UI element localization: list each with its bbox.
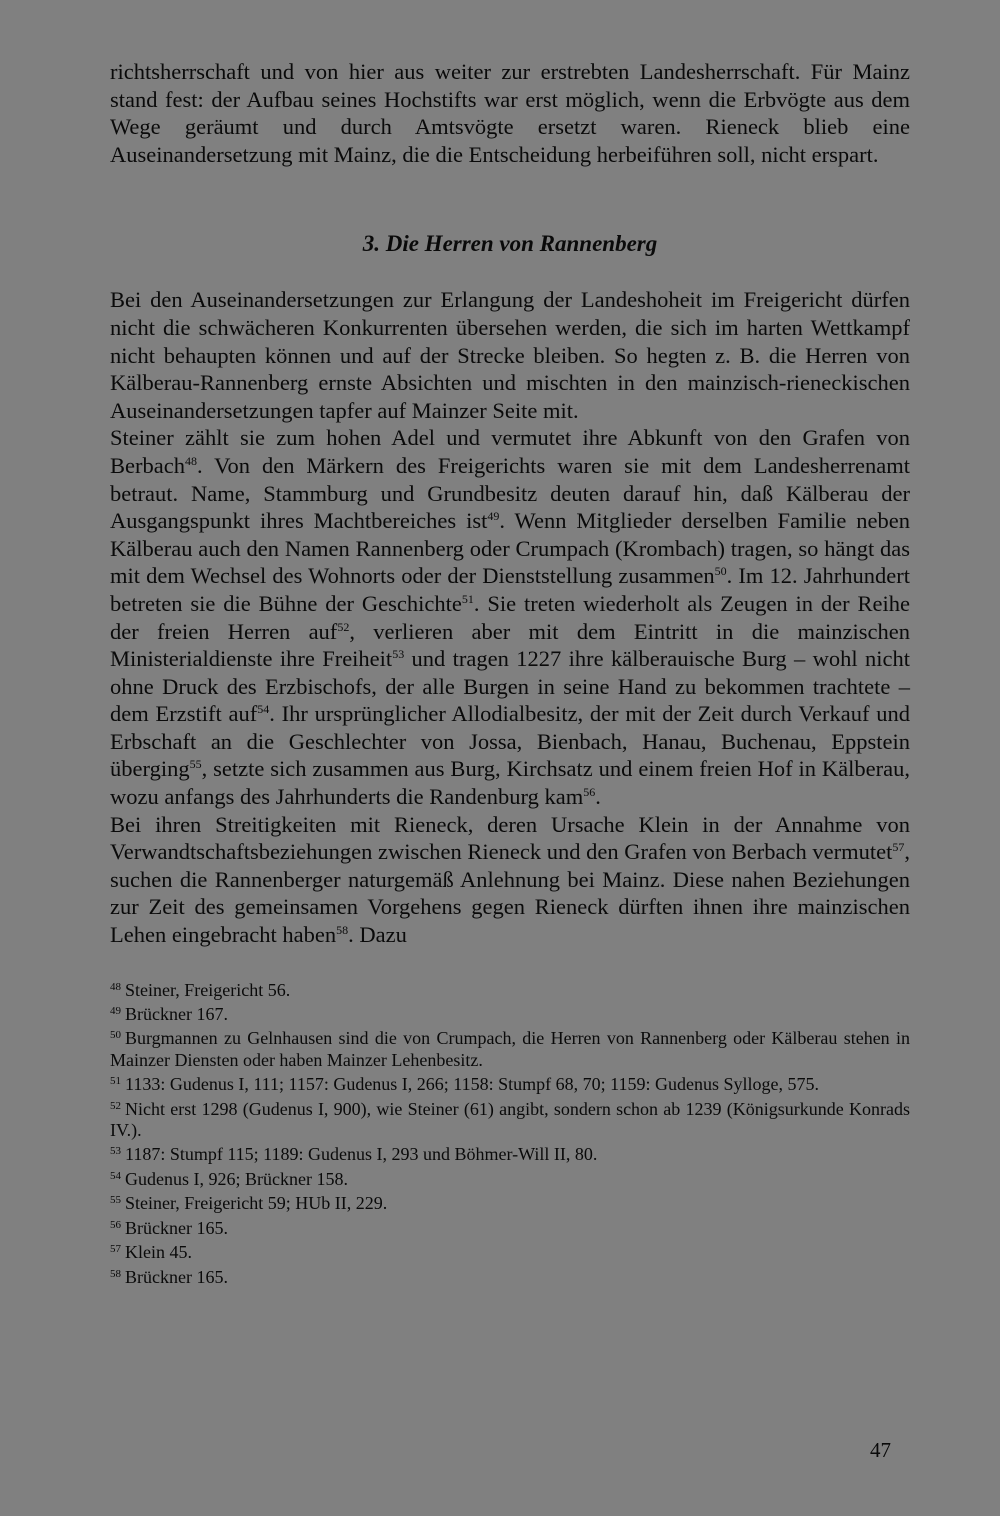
section-heading: 3. Die Herren von Rannenberg: [362, 231, 658, 257]
footnote-ref: 55: [189, 757, 202, 772]
footnote: [110, 1239, 910, 1263]
footnote-ref: 49: [487, 509, 500, 524]
footnote-text: Nicht erst 1298 (Gudenus I, 900), wie Steiner (61) angibt, sondern schon ab 1239 (Königsurkunde Konrads IV.).: [110, 1098, 910, 1141]
text-segment: . Dazu: [348, 922, 407, 948]
footnote-text: Brückner 165.: [125, 1266, 228, 1287]
footnote-text: Gudenus I, 926; Brückner 158.: [125, 1168, 348, 1189]
footnote: [110, 977, 910, 1001]
text-segment: und tragen 1227 ihre kälberauische Burg – wohl nicht ohne Druck des Erzbischofs, der alle Burgen in seine Hand zu bekommen trachtete – dem Erzstift auf: [110, 646, 911, 727]
footnote-text: Brückner 167.: [125, 1004, 228, 1025]
footnote: [110, 1141, 910, 1165]
footnote-ref: 54: [257, 702, 270, 717]
page-number: 47: [870, 1438, 891, 1462]
text-segment: , verlieren aber mit dem Eintritt in die mainzischen Ministerialdienste ihre Freiheit: [110, 618, 910, 672]
footnote-text: 1133: Gudenus I, 111; 1157: Gudenus I, 266; 1158: Stumpf 68, 70; 1159: Gudenus Sylloge, 575.: [125, 1074, 819, 1095]
footnote-text: Steiner, Freigericht 59; HUb II, 229.: [125, 1193, 388, 1214]
footnote-ref: 50: [714, 564, 727, 579]
footnote: [110, 1190, 910, 1214]
intro-paragraph: richtsherrschaft und von hier aus weiter zur erstrebten Landesherrschaft. Für Mainz stand fest: der Aufbau seines Hochstifts war erst möglich, wenn die Erbvögte aus dem Wege geräumt und durch Amtsvögte ersetzt waren. Rieneck blieb eine Auseinandersetzung mit Mainz, die die Entscheidung herbeiführen soll, nicht erspart.: [110, 59, 910, 167]
footnote: [110, 1071, 910, 1095]
footnote-text: Brückner 165.: [125, 1217, 228, 1238]
footnote-number: 55: [110, 1194, 121, 1207]
footnote-number: 58: [110, 1267, 121, 1280]
text-segment: . Wenn Mitglieder derselben Familie neben Kälberau auch den Namen Rannenberg oder Crumpach (Krombach) tragen, so hängt das mit dem Wechsel des Wohnorts oder der Dienststellung zusammen: [110, 508, 910, 589]
text-segment: . Von den Märkern des Freigerichts waren sie mit dem Landesherrenamt betraut. Name, Stammburg und Grundbesitz deuten darauf hin, daß Kälberau der Ausgangspunkt ihres Machtbereiches ist: [110, 452, 910, 534]
footnote: [110, 1166, 910, 1190]
footnote-ref: 53: [392, 647, 405, 662]
body-paragraph-3: [110, 811, 910, 949]
footnote-ref: 48: [184, 453, 197, 468]
text-segment: , setzte sich zusammen aus Burg, Kirchsatz und einem freien Hof in Kälberau, wozu anfangs des Jahrhunderts die Randenburg kam: [110, 756, 910, 810]
footnote-ref: 58: [336, 923, 349, 938]
footnote: [110, 1025, 910, 1071]
text-segment: . Sie treten wiederholt als Zeugen in der Reihe der freien Herren auf: [110, 590, 910, 644]
footnote-number: 50: [110, 1029, 121, 1042]
body-paragraph-2: [110, 424, 910, 810]
footnote-ref: 52: [337, 619, 350, 634]
footnote-number: 49: [110, 1005, 121, 1018]
footnotes: [110, 977, 910, 1288]
footnote-number: 57: [110, 1243, 121, 1256]
footnote-number: 54: [110, 1169, 121, 1182]
text-segment: .: [595, 784, 601, 810]
book-page: [110, 58, 910, 1288]
text-segment: . Ihr ursprünglicher Allodialbesitz, der mit der Zeit durch Verkauf und Erbschaft an die Geschlechter von Jossa, Bienbach, Hanau, Buchenau, Eppstein überging: [110, 701, 910, 782]
footnote-text: 1187: Stumpf 115; 1189: Gudenus I, 293 und Böhmer-Will II, 80.: [125, 1144, 598, 1165]
footnote-number: 51: [110, 1075, 121, 1088]
body-paragraph-1: Bei den Auseinandersetzungen zur Erlangung der Landeshoheit im Freigericht dürfen nicht die schwächeren Konkurrenten übersehen werden, die sich im harten Wettkampf nicht behaupten können und auf der Strecke bleiben. So hegten z. B. die Herren von Kälberau-Rannenberg ernste Absichten und mischten in den mainzisch-rieneckischen Auseinandersetzungen tapfer auf Mainzer Seite mit.: [110, 287, 910, 423]
text-segment: , suchen die Rannenberger naturgemäß Anlehnung bei Mainz. Diese nahen Beziehungen zur Zeit des gemeinsamen Vorgehens gegen Rieneck dürften ihnen ihre mainzischen Lehen eingebracht haben: [110, 839, 910, 948]
footnote-number: 52: [110, 1099, 121, 1112]
footnote: [110, 1096, 910, 1142]
footnote-ref: 57: [892, 840, 905, 855]
text-segment: Steiner zählt sie zum hohen Adel und vermutet ihre Abkunft von den Grafen von Berbach: [110, 425, 910, 478]
footnote-ref: 56: [583, 785, 596, 800]
footnote: [110, 1215, 910, 1239]
footnote-text: Steiner, Freigericht 56.: [125, 979, 291, 1000]
footnote: [110, 1264, 910, 1288]
text-segment: Bei ihren Streitigkeiten mit Rieneck, deren Ursache Klein in der Annahme von Verwandtschaftsbeziehungen zwischen Rieneck und den Grafen von Berbach vermutet: [110, 811, 910, 865]
footnote-number: 56: [110, 1218, 121, 1231]
footnote-text: Burgmannen zu Gelnhausen sind die von Crumpach, die Herren von Rannenberg oder Kälberau stehen in Mainzer Diensten oder haben Mainzer Lehenbesitz.: [110, 1028, 910, 1070]
footnote: [110, 1001, 910, 1025]
footnote-text: Klein 45.: [125, 1242, 192, 1263]
footnote-number: 48: [110, 980, 121, 993]
text-segment: . Im 12. Jahrhundert betreten sie die Bühne der Geschichte: [110, 563, 910, 616]
footnote-number: 53: [110, 1145, 121, 1158]
footnote-ref: 51: [461, 591, 474, 606]
